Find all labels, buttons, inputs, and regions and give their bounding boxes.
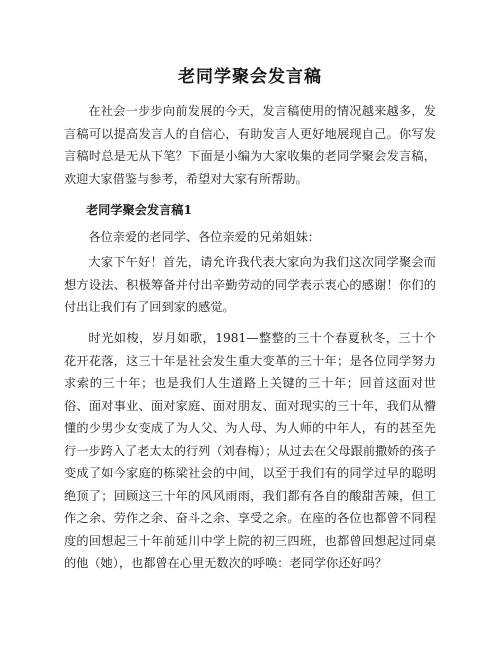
body-paragraph-1: 大家下午好！首先，请允许我代表大家向为我们这次同学聚会而想方设法、积极筹备并付出辛勤劳动的同学表示衷心的感谢！你们的付出让我们有了回到家的感觉。 xyxy=(64,255,436,314)
salutation-paragraph: 各位亲爱的老同学、各位亲爱的兄弟姐妹： xyxy=(88,230,320,244)
intro-paragraph: 在社会一步步向前发展的今天，发言稿使用的情况越来越多，发言稿可以提高发言人的自信心，有助发言人更好地展现自己。你写发言稿时总是无从下笔？下面是小编为大家收集的老同学聚会发言稿，欢迎大家借鉴与参考，希望对大家有所帮助。 xyxy=(64,104,436,186)
body-paragraph-2: 时光如梭，岁月如歌，1981—整整的三十个春夏秋冬，三十个花开花落，这三十年是社会发生重大变革的三十年；是各位同学努力求索的三十年；也是我们人生道路上关键的三十年；回首这面对世俗、面对事业、面对家庭、面对朋友、面对现实的三十年，我们从懵懂的少男少女变成了为人父、为人母、为人师的中年人，有的甚至先行一步跨入了老太太的行列（刘春梅）；从过去在父母跟前撒娇的孩子变成了如今家庭的栋梁社会的中间，以至于我们有的同学过早的聪明绝顶了；回顾这三十年的风风雨雨，我们都有各自的酸甜苦辣，但工作之余、劳作之余、奋斗之余、享受之余。在座的各位也都曾不同程度的回想起三十年前延川中学上院的初三四班，也都曾回想起过同桌的他（她），也都曾在心里无数次的呼唤：老同学你还好吗？ xyxy=(64,331,436,570)
section-heading: 老同学聚会发言稿1 xyxy=(86,203,192,217)
document-title: 老同学聚会发言稿 xyxy=(178,67,322,87)
